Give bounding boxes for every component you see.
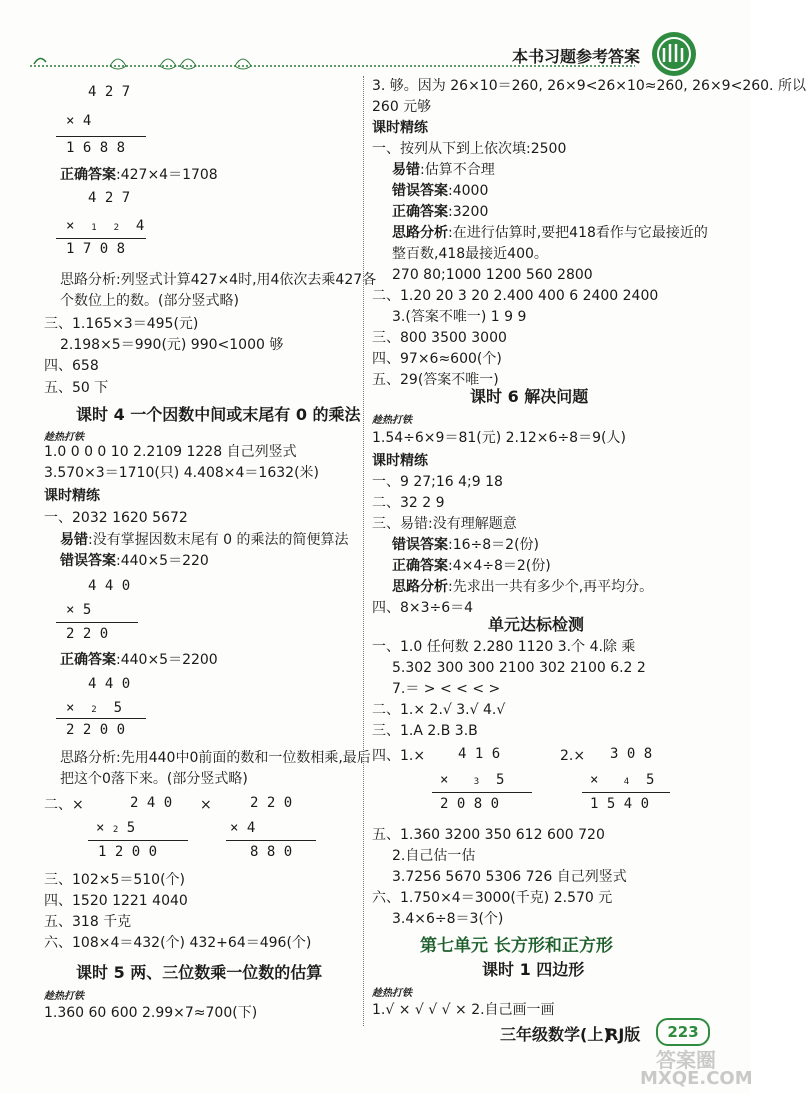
answer-line: 错误答案:4000 <box>392 183 489 199</box>
text-line: 1.√ × √ √ √ × 2.自己画一画 <box>372 1002 555 1018</box>
vcalc-row: × 5 <box>66 602 92 618</box>
section-label: 课时精练 <box>372 120 428 136</box>
vcalc-row: 4 4 0 <box>88 578 131 594</box>
section-label: 趁热打铁 <box>372 988 412 999</box>
text-line: 三、易错:没有理解题意 <box>372 516 517 532</box>
answer-line: 错误答案:440×5＝220 <box>60 553 209 569</box>
logo-icon <box>650 30 698 78</box>
text-line: 六、1.750×4＝3000(千克) 2.570 元 <box>372 890 613 906</box>
text-line: 2.198×5＝990(元) 990<1000 够 <box>60 337 284 353</box>
vcalc-row: 4 2 7 <box>88 190 131 206</box>
text-line: 四、658 <box>44 358 99 374</box>
vcalc-row: × 2 5 <box>66 700 123 716</box>
answer-line: 错误答案:16÷8＝2(份) <box>392 537 539 553</box>
vcalc-rule <box>582 792 670 793</box>
vcalc-rule <box>88 840 188 841</box>
column-divider <box>363 76 365 1026</box>
answer-line: 易错:没有掌握因数末尾有 0 的乘法的简便算法 <box>60 532 349 548</box>
footer-book: 三年级数学(上) <box>500 1025 611 1044</box>
text-line: 3.570×3＝1710(只) 4.408×4＝1632(米) <box>44 465 319 481</box>
text-line: 把这个0落下来。(部分竖式略) <box>60 771 248 787</box>
text-line: 二、32 2 9 <box>372 495 445 511</box>
answer-line: 正确答案:440×5＝2200 <box>60 652 218 668</box>
vcalc-row: 2 2 0 <box>66 626 109 642</box>
footer-edition: RJ版 <box>606 1025 641 1044</box>
text-line: 三、102×5＝510(个) <box>44 872 186 888</box>
answer-line: 思路分析:先求出一共有多少个,再平均分。 <box>392 579 654 595</box>
text-line: 260 元够 <box>372 99 432 115</box>
text-line: 1.54÷6×9＝81(元) 2.12×6÷8＝9(人) <box>372 430 626 446</box>
text-line: 四、1.× <box>372 748 426 764</box>
header-title: 本书习题参考答案 <box>512 47 641 66</box>
section-label: 课时精练 <box>372 453 428 469</box>
text-line: 270 80;1000 1200 560 2800 <box>392 267 593 283</box>
section-label: 课时精练 <box>44 488 100 504</box>
text-line: 五、1.360 3200 350 612 600 720 <box>372 827 605 843</box>
text-line: 五、29(答案不唯一) <box>372 372 499 388</box>
text-line: 7.＝ > < < < > <box>392 681 501 697</box>
page-number: 223 <box>656 1018 710 1046</box>
vcalc-rule <box>226 840 316 841</box>
text-line: 3.(答案不唯一) 1 9 9 <box>392 309 527 325</box>
text-line: 二、× <box>44 797 84 813</box>
text-line: 3. 够。因为 26×10＝260, 26×9<26×10≈260, 26×9<260. 所以 <box>372 78 806 94</box>
vcalc-rule <box>56 622 138 623</box>
lesson-heading: 课时 5 两、三位数乘一位数的估算 <box>76 963 323 982</box>
unit-heading: 第七单元 长方形和正方形 <box>420 936 613 956</box>
text-line: 5.302 300 300 2100 302 2100 6.2 2 <box>392 660 646 676</box>
vcalc-row: 2 0 8 0 <box>440 796 500 812</box>
vcalc-row: 4 1 6 <box>458 746 501 762</box>
vcalc-row: 1 6 8 8 <box>66 140 126 156</box>
vcalc-rule <box>56 238 146 239</box>
text-line: 2.自己估一估 <box>392 848 476 864</box>
unit-heading: 单元达标检测 <box>488 615 585 634</box>
vcalc-row: 2 4 0 <box>130 795 173 811</box>
text-line: 个数位上的数。(部分竖式略) <box>60 293 239 309</box>
text-line: 一、1.0 任何数 2.280 1120 3.个 4.除 乘 <box>372 639 636 655</box>
text-line: 一、9 27;16 4;9 18 <box>372 474 503 490</box>
text-line: 思路分析:先用440中0前面的数和一位数相乘,最后 <box>60 750 371 766</box>
answer-line: 思路分析:在进行估算时,要把418看作与它最接近的 <box>392 225 708 241</box>
vcalc-row: 1 2 0 0 <box>98 844 158 860</box>
text-line: 3.7256 5670 5306 726 自己列竖式 <box>392 869 627 885</box>
text-line: 一、2032 1620 5672 <box>44 510 188 526</box>
vcalc-row: × 3 5 <box>440 772 505 788</box>
vcalc-row: 3 0 8 <box>610 746 653 762</box>
text-line: 3.4×6÷8＝3(个) <box>392 911 504 927</box>
vcalc-row: × 4 5 <box>590 772 655 788</box>
vcalc-row: 4 2 7 <box>88 84 131 100</box>
text-line: 三、800 3500 3000 <box>372 330 507 346</box>
text-line: 思路分析:列竖式计算427×4时,用4依次去乘427各 <box>60 272 377 288</box>
text-line: 四、8×3÷6＝4 <box>372 600 474 616</box>
text-line: 五、50 下 <box>44 380 109 396</box>
lesson-heading: 课时 4 一个因数中间或末尾有 0 的乘法 <box>76 405 361 424</box>
vcalc-row: 8 8 0 <box>250 844 293 860</box>
text-line: × <box>200 797 212 813</box>
vcalc-row: × 2 5 <box>96 820 136 836</box>
vcalc-row: 2 2 0 0 <box>66 722 126 738</box>
vcalc-row: 1 7 0 8 <box>66 241 126 257</box>
text-line: 六、108×4＝432(个) 432+64＝496(个) <box>44 935 312 951</box>
text-line: 四、1520 1221 4040 <box>44 893 188 909</box>
answer-line: 正确答案:4×4÷8＝2(份) <box>392 558 551 574</box>
watermark-url: MXQE.COM <box>640 1068 753 1089</box>
answer-line: 正确答案:3200 <box>392 204 489 220</box>
watermark-cn: 答案圈 <box>656 1048 716 1072</box>
vcalc-rule <box>56 718 146 719</box>
vcalc-row: 2 2 0 <box>250 795 293 811</box>
lesson-heading: 课时 1 四边形 <box>482 960 585 979</box>
text-line: 1.0 0 0 0 10 2.2109 1228 自己列竖式 <box>44 444 297 460</box>
section-label: 趁热打铁 <box>372 415 412 426</box>
text-line: 五、318 千克 <box>44 914 132 930</box>
answer-line: 易错:估算不合理 <box>392 162 495 178</box>
text-line: 整百数,418最接近400。 <box>392 246 548 262</box>
section-label: 趁热打铁 <box>44 432 84 443</box>
lesson-heading: 课时 6 解决问题 <box>470 387 589 406</box>
vcalc-row: × 4 <box>230 820 256 836</box>
section-label: 趁热打铁 <box>44 991 84 1002</box>
text-line: 三、1.165×3＝495(元) <box>44 316 199 332</box>
vcalc-rule <box>56 136 146 137</box>
vcalc-row: × 4 <box>66 113 92 129</box>
answer-line: 正确答案:427×4＝1708 <box>60 167 218 183</box>
vcalc-rule <box>432 792 532 793</box>
text-line: 2.× <box>560 748 586 764</box>
text-line: 三、1.A 2.B 3.B <box>372 723 478 739</box>
vcalc-row: 1 5 4 0 <box>590 796 650 812</box>
vcalc-row: × 1 2 4 <box>66 218 145 234</box>
text-line: 二、1.20 20 3 20 2.400 400 6 2400 2400 <box>372 288 659 304</box>
text-line: 一、按列从下到上依次填:2500 <box>372 141 567 157</box>
text-line: 四、97×6≈600(个) <box>372 351 502 367</box>
text-line: 二、1.× 2.√ 3.√ 4.√ <box>372 702 506 718</box>
vcalc-row: 4 4 0 <box>88 676 131 692</box>
text-line: 1.360 60 600 2.99×7≈700(下) <box>44 1005 258 1021</box>
